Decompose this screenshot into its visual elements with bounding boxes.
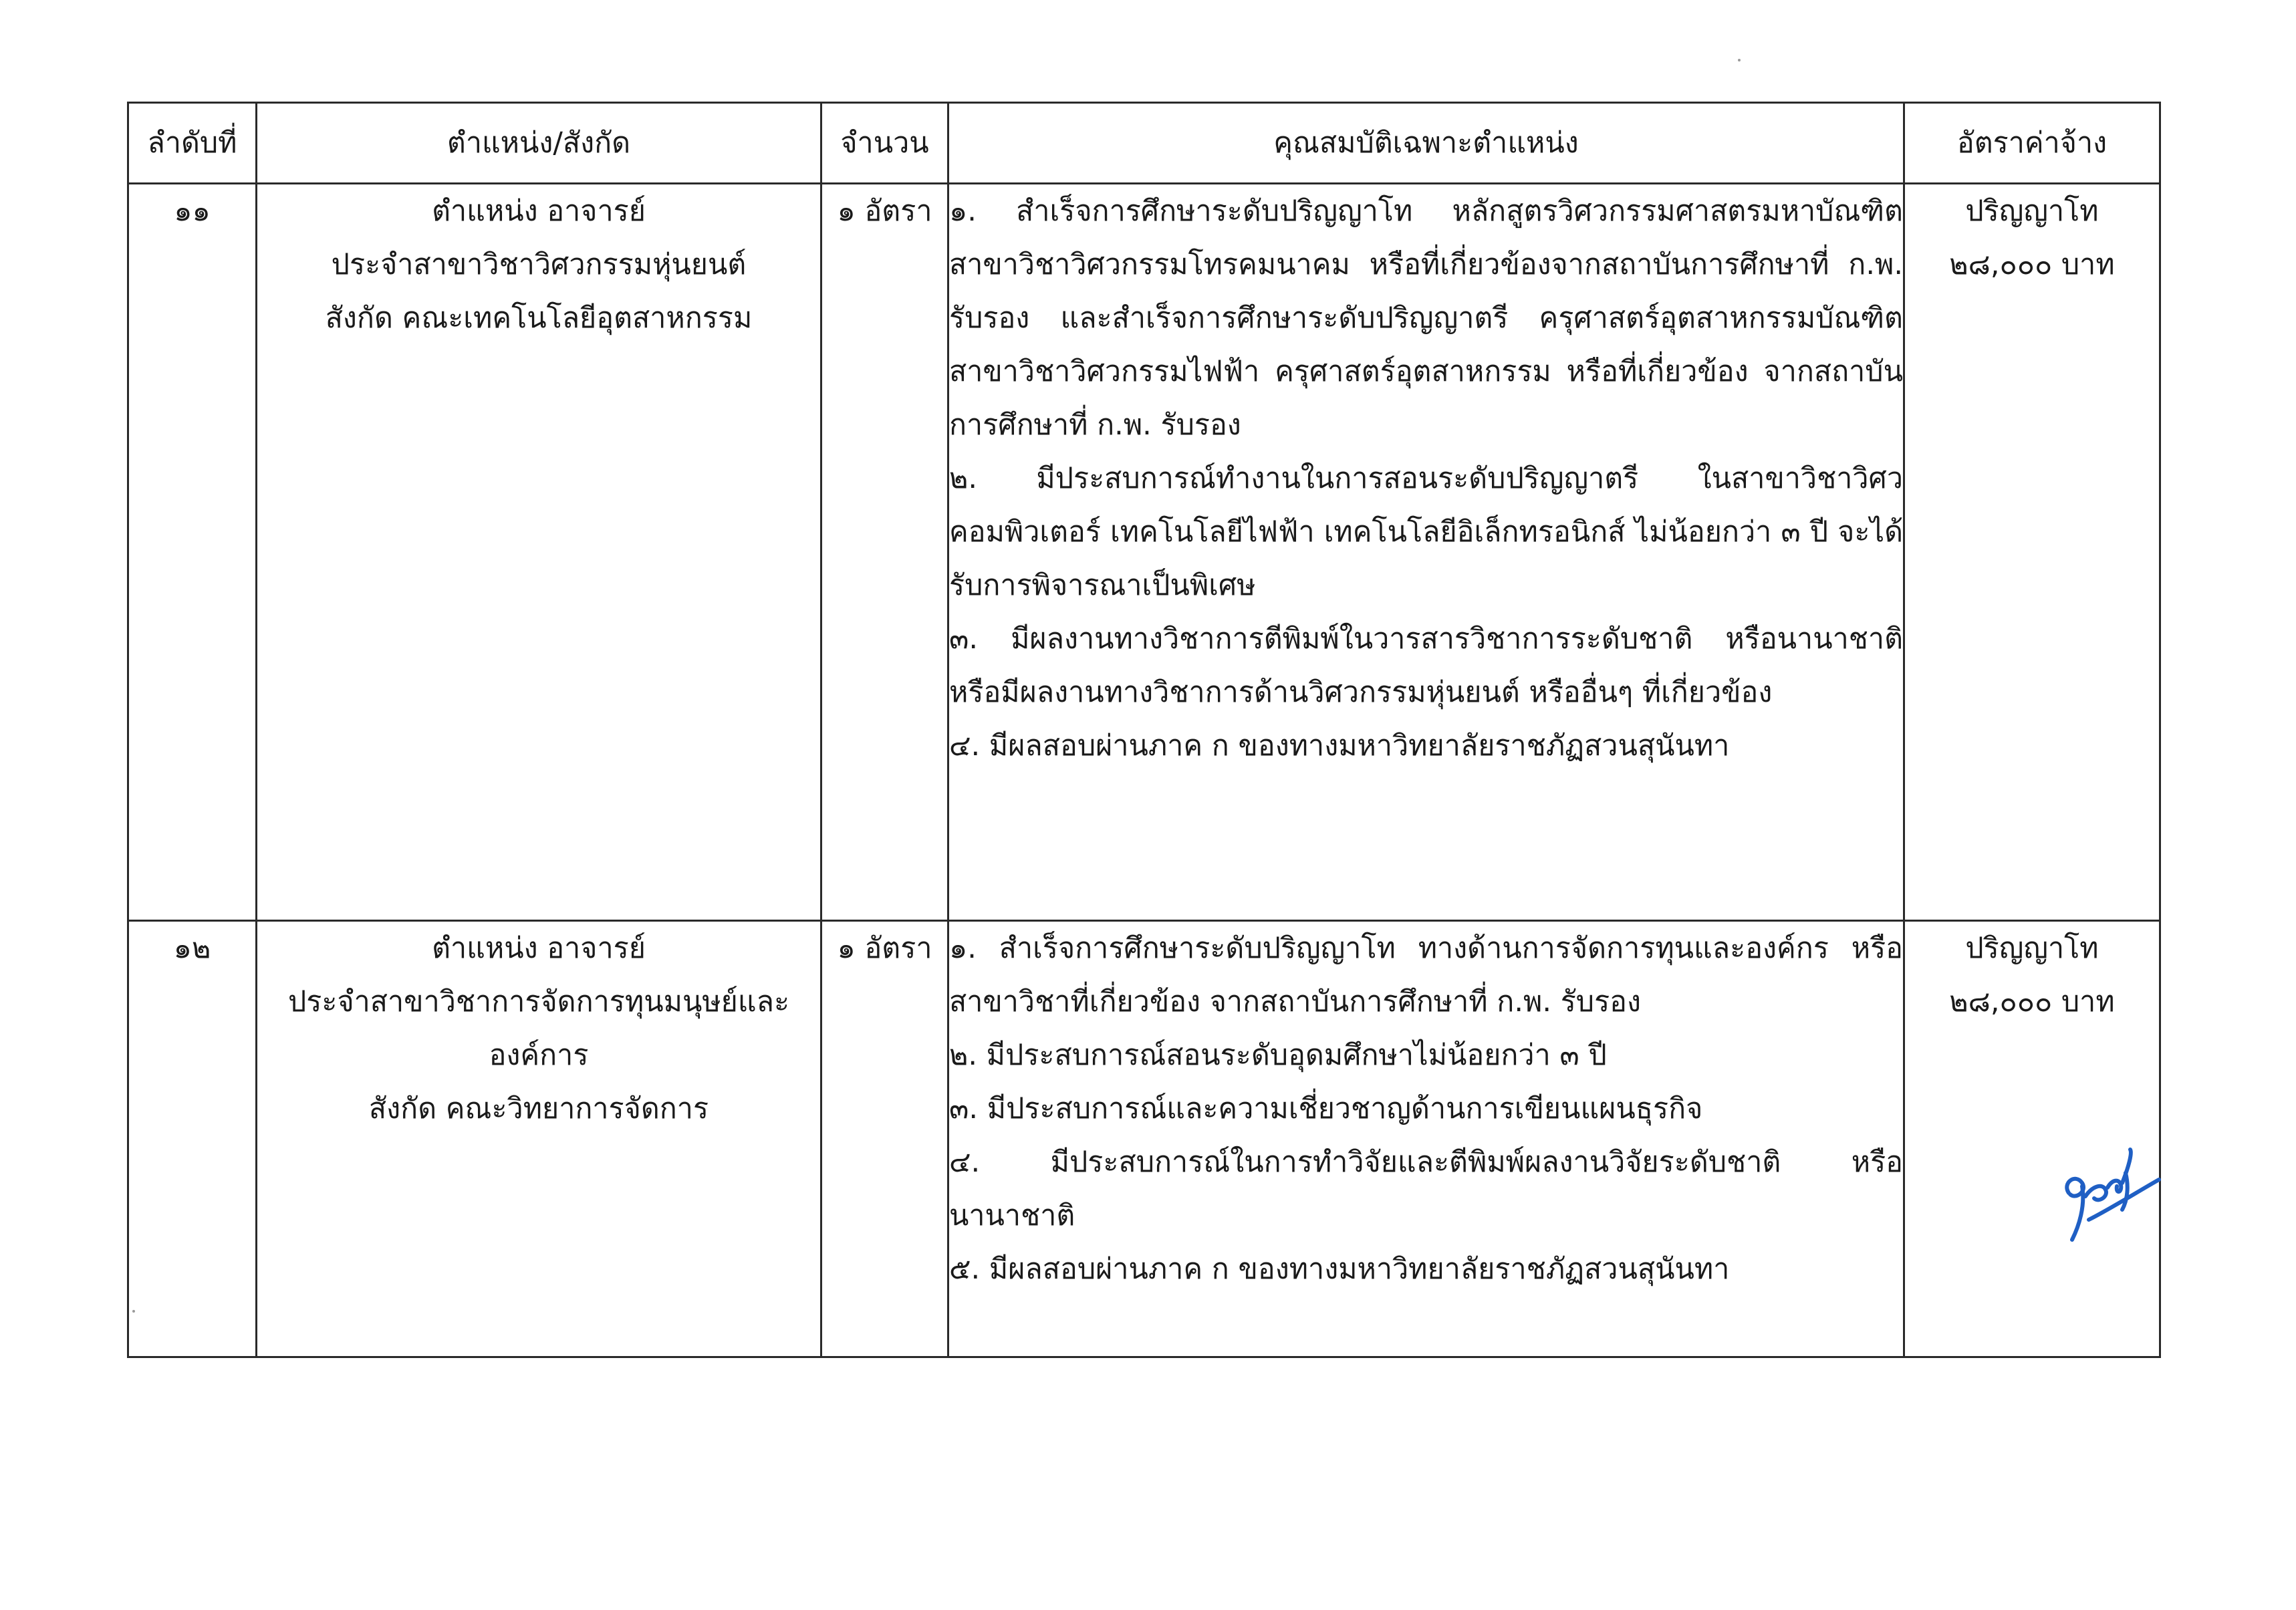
table-header: [128, 103, 2160, 184]
position-faculty: สังกัด คณะเทคโนโลยีอุตสาหกรรม: [325, 301, 753, 335]
position-count: ๑ อัตรา: [821, 921, 948, 1357]
position-cell: [257, 921, 821, 1357]
header-position: ตำแหน่ง/สังกัด: [257, 103, 821, 184]
header-row: [128, 103, 2160, 184]
qualifications-cell: [948, 184, 1904, 921]
position-cell: [257, 184, 821, 921]
header-no: ลำดับที่: [128, 103, 257, 184]
header-qualifications: คุณสมบัติเฉพาะตำแหน่ง: [948, 103, 1904, 184]
handwritten-signature-icon: [2055, 1146, 2162, 1246]
qualification-item: ๓. มีผลงานทางวิชาการตีพิมพ์ในวารสารวิชาการระดับชาติ หรือนานาชาติ หรือมีผลงานทางวิชาการด้านวิศวกรรมหุ่นยนต์ หรืออื่นๆ ที่เกี่ยวข้อง: [949, 622, 1903, 709]
position-faculty: สังกัด คณะวิทยาการจัดการ: [368, 1092, 709, 1125]
qualification-item: ๒. มีประสบการณ์ทำงานในการสอนระดับปริญญาตรี ในสาขาวิชาวิศวคอมพิวเตอร์ เทคโนโลยีไฟฟ้า เทคโนโลยีอิเล็กทรอนิกส์ ไม่น้อยกว่า ๓ ปี จะได้รับการพิจารณาเป็นพิเศษ: [949, 462, 1903, 602]
position-title: ตำแหน่ง อาจารย์: [432, 194, 646, 228]
rate-amount: ๒๘,๐๐๐ บาท: [1949, 248, 2115, 281]
qualifications-cell: [948, 921, 1904, 1357]
row-number: ๑๒: [128, 921, 257, 1357]
qualification-item: ๕. มีผลสอบผ่านภาค ก ของทางมหาวิทยาลัยราชภัฏสวนสุนันทา: [949, 1252, 1730, 1286]
rate-cell: [1904, 921, 2160, 1357]
header-count: จำนวน: [821, 103, 948, 184]
position-title: ตำแหน่ง อาจารย์: [432, 932, 646, 965]
table-row: [128, 184, 2160, 921]
table-body: [128, 184, 2160, 1357]
row-number: ๑๑: [128, 184, 257, 921]
position-count: ๑ อัตรา: [821, 184, 948, 921]
qualification-item: ๑. สำเร็จการศึกษาระดับปริญญาโท ทางด้านการจัดการทุนและองค์กร หรือสาขาวิชาที่เกี่ยวข้อง จากสถาบันการศึกษาที่ ก.พ. รับรอง: [949, 932, 1903, 1019]
rate-cell: [1904, 184, 2160, 921]
position-department: ประจำสาขาวิชาวิศวกรรมหุ่นยนต์: [331, 248, 747, 281]
rate-degree: ปริญญาโท: [1965, 194, 2099, 228]
header-rate: อัตราค่าจ้าง: [1904, 103, 2160, 184]
position-department: ประจำสาขาวิชาการจัดการทุนมนุษย์และ: [287, 985, 790, 1019]
scan-speck: [132, 1310, 135, 1313]
positions-table: [127, 102, 2161, 1358]
position-department-cont: องค์การ: [489, 1039, 589, 1072]
rate-amount: ๒๘,๐๐๐ บาท: [1949, 985, 2115, 1019]
table-row: [128, 921, 2160, 1357]
qualification-item: ๑. สำเร็จการศึกษาระดับปริญญาโท หลักสูตรวิศวกรรมศาสตรมหาบัณฑิต สาขาวิชาวิศวกรรมโทรคมนาคม หรือที่เกี่ยวข้องจากสถาบันการศึกษาที่ ก.พ. รับรอง และสำเร็จการศึกษาระดับปริญญาตรี ครุศาสตร์อุตสาหกรรมบัณฑิต สาขาวิชาวิศวกรรมไฟฟ้า ครุศาสตร์อุตสาหกรรม หรือที่เกี่ยวข้อง จากสถาบันการศึกษาที่ ก.พ. รับรอง: [949, 194, 1903, 442]
qualification-item: ๔. มีประสบการณ์ในการทำวิจัยและตีพิมพ์ผลงานวิจัยระดับชาติ หรือนานาชาติ: [949, 1146, 1903, 1232]
qualification-item: ๒. มีประสบการณ์สอนระดับอุดมศึกษาไม่น้อยกว่า ๓ ปี: [949, 1039, 1607, 1072]
qualification-item: ๓. มีประสบการณ์และความเชี่ยวชาญด้านการเขียนแผนธุรกิจ: [949, 1092, 1703, 1125]
scan-speck: [1738, 59, 1741, 61]
rate-degree: ปริญญาโท: [1965, 932, 2099, 965]
qualification-item: ๔. มีผลสอบผ่านภาค ก ของทางมหาวิทยาลัยราชภัฏสวนสุนันทา: [949, 729, 1730, 763]
